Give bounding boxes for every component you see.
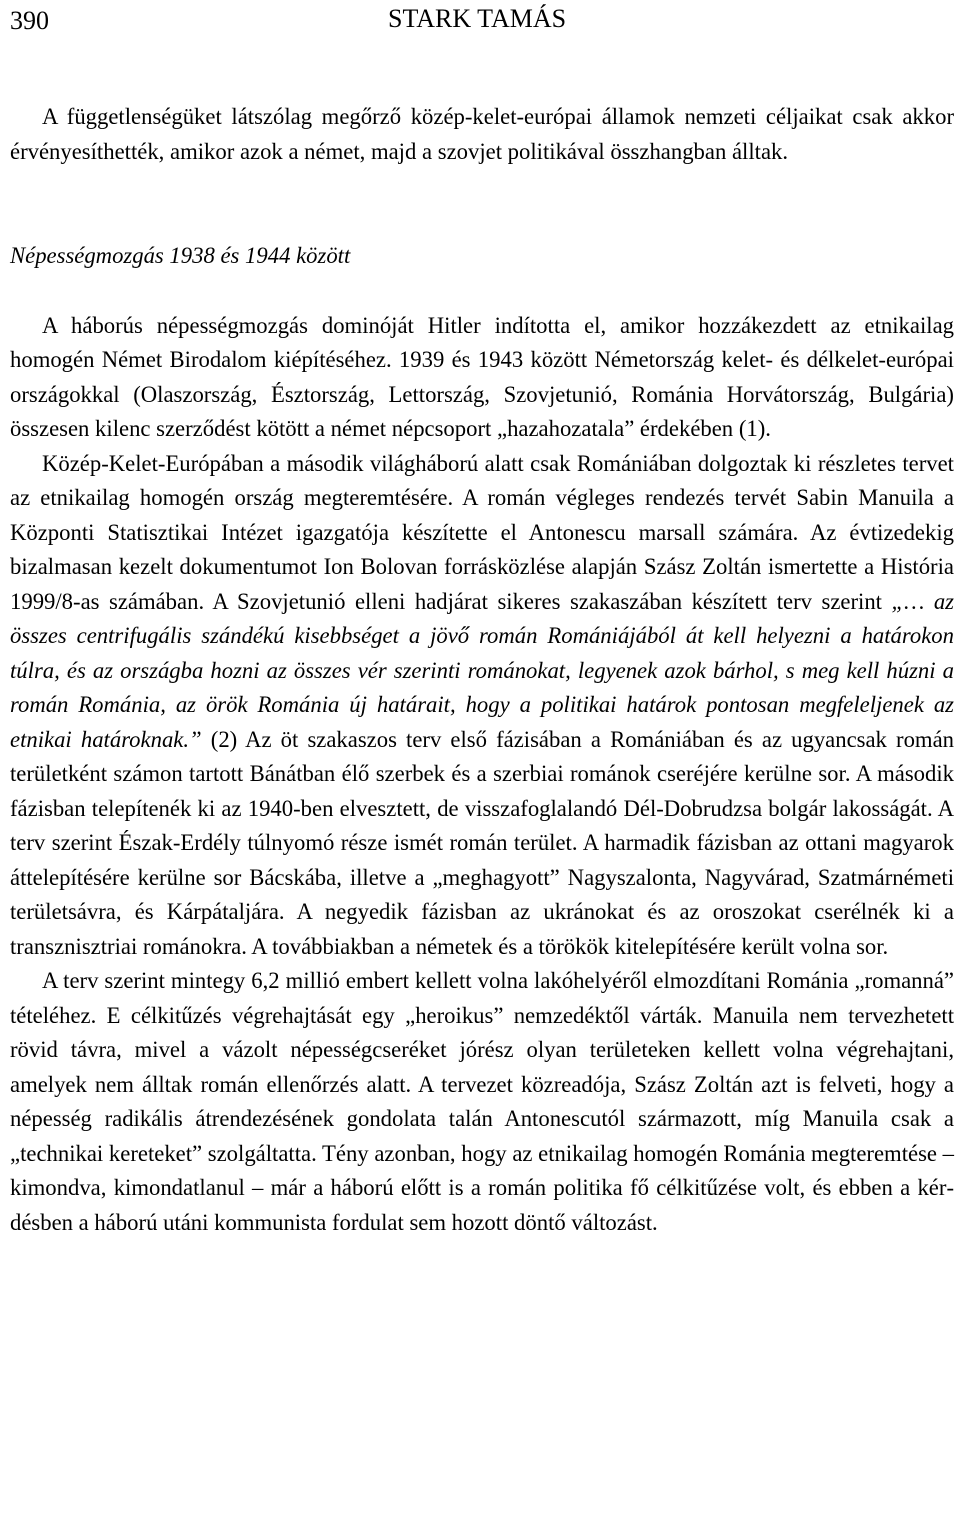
- paragraph-4: A terv szerint mintegy 6,2 millió embert kellett volna lakóhelyéről elmozdítani Románia „romanná” tételéhez. E célkitűzés végrehajtását egy „heroikus” nemzedéktől várták. Manuila nem tervezhetett rövid távra, mivel a vázolt népességcseréket jórész olyan területeken kellett volna végrehajtani, amelyek nem álltak román ellenőrzés alatt. A tervezet közreadója, Szász Zoltán azt is felveti, hogy a népesség radikális átrendezésének gondolata talán Antonescutól származott, míg Manuila csak a „technikai kereteket” szolgáltatta. Tény azonban, hogy az etnikailag homogén Románia megteremtése – kimondva, kimondatlanul – már a háború előtt is a román politika fő célkitűzése volt, és ebben a kérdésben a háború utáni kommunista fordulat sem hozott döntő változást.: [10, 968, 954, 1235]
- page-number: 390: [10, 6, 49, 35]
- manuila-quote: „… az összes centrifugális szándékú kisebbséget a jövő román Romániájából át kell helyezni a határokon túlra, és az országba hozni az összes vér szerinti románokat, legyenek azok bárhol, s meg kell húzni a román Románia, az örök Románia új határait, hogy a politikai határok pontosan megfeleljenek az etnikai határoknak.”: [10, 588, 955, 752]
- paragraph-1: A függetlenségüket látszólag megőrző közép-kelet-európai államok nemzeti céljaikat csak akkor érvényesíthették, amikor azok a német, majd a szovjet politikával összhangban álltak.: [10, 104, 954, 164]
- paragraph-2: A háborús népességmozgás dominóját Hitler indította el, amikor hozzákezdett az etnikailag homogén Német Birodalom kiépítéséhez. 1939 és 1943 között Németország kelet- és délkelet-európai országokkal (Olaszország, Észtország, Lettország, Szovjetunió, Románia Horvátország, Bulgária) összesen kilenc szerződést kötött a német népcsoport „hazahozatala” érdekében (1).: [10, 312, 954, 441]
- paragraph-3-part-a: Közép-Kelet-Európában a második világháború alatt csak Romániában dolgoztak ki részletes tervet az etnikailag homogén ország megteremtésére. A román végleges rendezés tervét Sabin Manuila a Központi Statisztikai Intézet igazgatója készítette el Antonescu marsall számára. Az évtizedekig bizalmasan kezelt dokumentumot Ion Bolovan forrásközlése alapján Szász Zoltán ismertette a História 1999/8-as számában. A Szovjetunió elleni hadjárat sikeres szakaszában készített terv szerint: [10, 450, 954, 614]
- page-header: [10, 4, 954, 40]
- paragraph-3: [10, 447, 954, 965]
- running-head: STARK TAMÁS: [388, 4, 567, 33]
- section-heading: Népességmozgás 1938 és 1944 között: [10, 243, 351, 268]
- paragraph-3-part-b: (2) Az öt szakaszos terv első fázisában a Romániában és az ugyancsak román területként számon tartott Bánátban élő szerbek és a szerbiai románok cseréjére kerülne sor. A második fázisban telepítenék ki az 1940-ben elvesztett, de visszafoglalandó Dél-Dobrudzsa bolgár lakosságát. A terv szerint Észak-Erdély túlnyomó része ismét román terület. A harmadik fázisban az ottani magyarok áttelepítésére kerülne sor Bácskába, illetve a „meghagyott” Nagyszalonta, Nagyvárad, Szatmárnémeti területsávra, és Kárpátaljára. A negyedik fázisban az ukránokat és az oroszokat cserélnék ki a transznisztriai románokra. A továbbiakban a németek és a törökök kitelepítésére került volna sor.: [10, 726, 954, 959]
- page-body: [10, 100, 954, 1240]
